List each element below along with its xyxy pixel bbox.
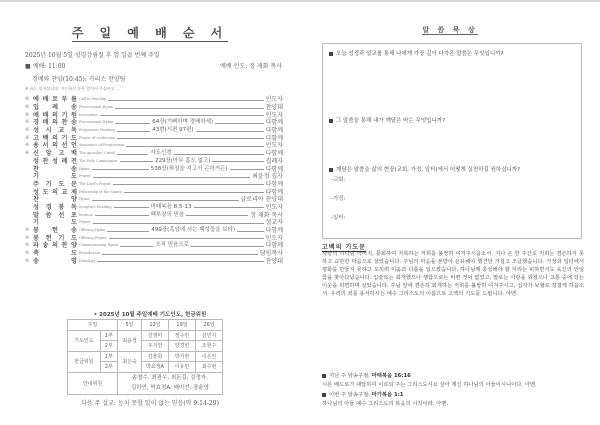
last-week-verse-text: 시몬 베드로가 대답하여 이르되 주는 그리스도시요 살아 계신 하나님의 아들이시니이다. 아멘.: [322, 382, 537, 388]
name-char: 기: [45, 180, 52, 188]
part-cell: 1부: [100, 351, 117, 362]
order-item-content: 499장(흑암에 사는 백성들을 보라): [151, 227, 236, 234]
name-char: 봉: [33, 234, 39, 242]
confession-title: 고백의 기도문: [322, 244, 366, 251]
name-char: 문: [71, 180, 77, 188]
order-item-name: [33, 150, 77, 157]
name-char: 서: [42, 142, 49, 150]
leader-line: [237, 231, 263, 232]
leader-line: [115, 108, 263, 109]
order-item-name: [33, 227, 77, 234]
name-char: 송: [33, 257, 39, 265]
meditation-title: [300, 25, 600, 35]
name-char: 포: [71, 211, 77, 219]
name-char: 기: [58, 234, 65, 242]
leader-line: [230, 169, 264, 170]
name-char: 의: [52, 134, 58, 142]
next-sermon: 다음 주 설교: 능치 못할 일이 없는 믿음(막 9:14-29): [81, 400, 219, 407]
order-row: [25, 96, 283, 104]
order-item-content: 43번(시편 97편): [152, 127, 194, 134]
order-item-person: 인도자: [265, 96, 283, 104]
leader-line: [92, 200, 239, 201]
order-item-english: Sermon: [79, 212, 93, 217]
standing-mark: ※: [25, 257, 30, 264]
standing-mark: ※: [25, 127, 30, 134]
order-item-english: Benediction: [79, 251, 101, 256]
date-line: 2025년 10월 5일 성령강림절 후 열 일곱 번째 주일: [25, 52, 160, 59]
question-3: [329, 165, 520, 173]
name-char: 의: [52, 111, 58, 119]
order-item-name: [33, 96, 77, 103]
leader-line: [120, 246, 153, 247]
order-item-name: [33, 181, 77, 188]
name-char: 름: [71, 96, 77, 104]
duty-table-header: [68, 320, 223, 331]
standing-mark: ※: [25, 119, 30, 126]
leader-line: [117, 138, 263, 139]
square-bullet-icon: [322, 374, 326, 378]
order-row: [25, 134, 283, 142]
order-row: [25, 104, 283, 112]
meditation-page: [300, 0, 600, 425]
name-char: 주: [33, 180, 39, 188]
standing-mark: ※: [25, 227, 30, 234]
verse-ref: 마태복음 16:16: [371, 373, 411, 379]
order-item-person: 다함께: [265, 242, 283, 250]
order-row: [25, 111, 283, 119]
name-char: 송: [71, 104, 77, 112]
name-char: 백: [71, 150, 77, 158]
cell: 김흥희: [142, 351, 169, 362]
name-char: 헌: [52, 227, 58, 235]
header-cell: 12일: [142, 320, 169, 331]
name-char: 의: [52, 119, 58, 127]
name-char: 의: [52, 242, 58, 250]
name-char: 신: [33, 150, 39, 158]
order-row: [25, 119, 283, 127]
prayer-label: 기도인도: [68, 330, 101, 351]
leader-line: [93, 223, 264, 224]
order-item-name: [33, 166, 77, 173]
label-text: 지난 주 암송구절:: [329, 373, 370, 379]
order-item-person: 찬양대: [265, 104, 283, 112]
leader-line: [186, 215, 248, 216]
order-row: [25, 211, 283, 219]
name-char: 전: [71, 157, 77, 165]
name-char: 경: [33, 119, 39, 127]
leader-line: [174, 154, 264, 155]
name-char: 송: [71, 227, 77, 235]
order-item-name: [33, 104, 77, 111]
usher-line: 김하연, 박효정A, 배미선, 장윤영: [130, 385, 209, 391]
name-char: 봉: [58, 203, 65, 211]
name-char: 봉: [33, 227, 39, 235]
cell: 양경빈: [169, 341, 196, 352]
order-item-person: 인도자: [265, 142, 283, 150]
order-row: [25, 227, 283, 235]
part-cell: 1부: [100, 330, 117, 341]
header-cell: 5일: [118, 320, 142, 331]
order-row: [25, 257, 283, 265]
name-char: 찬: [61, 242, 68, 250]
order-item-english: Prayer of confession: [79, 135, 116, 140]
header-cell: 26일: [196, 320, 223, 331]
order-item-name: [33, 173, 77, 180]
order-item-english: Offering Hymn: [79, 228, 106, 233]
name-char: 말: [33, 211, 39, 219]
order-item-person: 다함께: [265, 150, 283, 158]
leader-line: [108, 100, 263, 101]
name-char: 송: [42, 242, 49, 250]
confession-text: 사랑의 하나님 아버지, 통회하며 자복하는 저희를 불쌍히 여겨주시옵소서. 지나 온 한 주간도 저희는 겸손하지 못하고 교만한 마음으로 살았습니다. 주님의 마음을 본받아 온유해야 했건만 거칠고 조급했습니다. 가정과 일터에서 평화를 만들지 못하고 오히려 미움과 다툼을 일으켰습니다. 하나님께 충성해야 할 자리는 피하면서도 육신의 안일함을 찾아다녔습니다. 입술로는 회개했으나 행함으로는 바뀐 것이 없었고, 말로는 사랑을 외쳤으나 고통 중에 있는 이웃을 외면하며 살았습니다. 주님 앞에 겸손히 회개하는 저희를 불쌍히 여겨주시고, 십자가 보혈로 정결케 하옵소서. 우리의 죄를 용서하시는 예수 그리스도의 이름으로 고백의 기도를 드립니다. 아멘.: [322, 251, 584, 298]
leader-line: [107, 231, 149, 232]
order-item-name: [33, 142, 77, 149]
meditation-title-text: 말 씀 묵 상: [422, 26, 478, 34]
order-item-name: [33, 119, 77, 126]
order-item-content: 백부장의 믿음: [150, 211, 185, 218]
name-char: 배: [42, 96, 49, 104]
order-item-person: 인도자: [265, 203, 283, 211]
order-item-content: 오직 믿음으로: [155, 242, 189, 249]
order-item-english: The Holy Communion: [79, 158, 118, 163]
order-item-name: [33, 112, 77, 119]
order-item-name: [33, 242, 77, 249]
order-item-content: 538장(죄짐을 지고서 곤하거든): [150, 165, 228, 172]
name-char: 성: [52, 157, 58, 165]
order-item-name: [33, 235, 77, 242]
name-char: 앙: [45, 150, 52, 158]
order-row: [25, 142, 283, 150]
name-char: 기: [61, 134, 68, 142]
name-char: 도: [71, 219, 77, 227]
usher-line: 송철수, 최광우, 최돈길, 김정자,: [132, 375, 208, 381]
cell: 정수민: [169, 330, 196, 341]
standing-mark: ※: [25, 234, 30, 241]
square-bullet-icon: [329, 168, 333, 172]
order-row: [25, 150, 283, 158]
cell: 우지연: [142, 341, 169, 352]
sub-item-work: -일터:: [331, 215, 346, 221]
standing-mark: ※: [25, 96, 30, 103]
order-row: [25, 219, 283, 227]
order-item-person: 다함께: [265, 188, 283, 196]
order-item-content: 64장(기뻐하며 경배하세): [152, 119, 214, 126]
name-char: 성: [33, 188, 39, 196]
prayer-5th: 최윤정: [118, 330, 142, 351]
leader-line: [194, 207, 264, 208]
order-item-name: [33, 258, 77, 265]
name-char: 례: [61, 157, 68, 165]
offering-5th: 최은숙: [118, 351, 142, 372]
cell: 이은진: [196, 351, 223, 362]
order-item-english: Processional Hymn: [79, 105, 114, 110]
worship-order-list: [25, 96, 283, 265]
leader-line: [93, 177, 250, 178]
name-char: 언: [71, 142, 77, 150]
leader-line: [215, 123, 263, 124]
standing-mark: ※: [25, 142, 30, 149]
name-char: 도: [71, 234, 77, 242]
part-cell: 2부: [100, 341, 117, 352]
order-item-english: Doxology: [79, 258, 96, 263]
praise-time: 경배와 찬양(10:45): 카리스 찬양팀: [32, 76, 126, 83]
usher-names: [118, 372, 223, 394]
leader-line: [126, 146, 263, 147]
order-item-person: 담임목사: [259, 250, 283, 258]
order-item-english: Hymn: [79, 197, 90, 202]
name-char: 고: [33, 134, 39, 142]
duty-table: [67, 319, 223, 395]
order-item-person: 다함께: [265, 127, 283, 135]
name-char: 송: [71, 119, 77, 127]
order-item-person: 정 재화 목사: [250, 211, 283, 219]
name-char: 교: [61, 188, 68, 196]
leader-line: [113, 184, 264, 185]
name-char: 교: [58, 127, 65, 135]
order-item-person: 다함께: [265, 134, 283, 142]
order-item-person: 다함께: [265, 180, 283, 188]
order-row: [25, 250, 283, 258]
standing-mark: ※: [25, 242, 30, 249]
name-char: 찬: [33, 165, 39, 173]
square-bullet-icon: [329, 52, 333, 56]
order-item-english: The Lord's Prayer: [79, 181, 111, 186]
service-time: ■ 예배: 11:00: [25, 63, 66, 70]
name-char: 기: [33, 173, 39, 181]
order-item-content: 사도신경: [150, 150, 172, 157]
name-char: 선: [58, 211, 65, 219]
order-item-name: [33, 135, 77, 142]
name-char: 기: [61, 111, 68, 119]
standing-mark: ※: [25, 250, 30, 257]
name-char: 도: [42, 188, 49, 196]
name-char: 선: [61, 142, 68, 150]
order-item-content: 마태복음 8:5-13: [150, 203, 192, 210]
order-item-english: Processional Hymn: [79, 120, 114, 125]
leader-line: [115, 123, 150, 124]
leader-line: [102, 254, 258, 255]
standing-mark: ※: [25, 104, 30, 111]
order-item-person: 다함께: [265, 119, 283, 127]
square-bullet-icon: [322, 393, 326, 397]
name-char: 부: [61, 96, 68, 104]
order-item-person: 찬양대: [265, 257, 283, 265]
standing-mark: ※: [25, 134, 30, 141]
order-item-name: [33, 127, 77, 134]
leader-line: [109, 238, 264, 239]
cell: 김영미: [142, 330, 169, 341]
leader-line: [114, 207, 149, 208]
order-item-english: Call to Worship: [79, 97, 107, 102]
question-1: [329, 49, 503, 57]
order-item-content: 229장(아무 흠도 없고): [154, 157, 211, 164]
leader-line: [212, 161, 263, 162]
header-cell: 19일: [169, 320, 196, 331]
name-char: 예: [33, 111, 39, 119]
order-item-english: Invocation: [79, 112, 98, 117]
standing-mark: ※: [25, 150, 30, 157]
question-text: 오늘 성경과 설교를 통해 나에게 가장 깊이 다가온 말씀은 무엇입니까?: [336, 51, 504, 57]
order-item-name: [33, 204, 77, 211]
order-row: [25, 242, 283, 250]
order-item-name: [33, 196, 77, 203]
order-item-person: 집례자: [265, 157, 283, 165]
name-char: 시: [45, 127, 52, 135]
cell: 박지현: [169, 351, 196, 362]
service-leader: 예배 인도: 정 재화 목사: [220, 63, 282, 70]
leader-line: [120, 161, 153, 162]
order-item-person: 인도자: [265, 234, 283, 242]
order-item-name: [33, 212, 77, 219]
leader-line: [117, 154, 149, 155]
order-item-person: 글로리아 찬양대: [240, 196, 283, 204]
cell: 김민지: [196, 330, 223, 341]
order-row: [25, 165, 283, 173]
order-row: [25, 234, 283, 242]
this-week-verse-label: [322, 390, 403, 398]
name-char: 배: [42, 111, 49, 119]
leader-line: [97, 261, 263, 262]
name-char: 축: [33, 250, 39, 258]
leader-line: [191, 246, 264, 247]
order-item-english: Commissioning Hymn: [79, 243, 118, 248]
question-text: 깨달은 말씀을 삶의 현장(교회, 가정, 일터)에서 어떻게 실천하길 원하십니까?: [336, 167, 521, 173]
offering-label: 헌금위원: [68, 351, 101, 372]
name-char: 예: [33, 96, 39, 104]
name-char: 양: [71, 242, 77, 250]
leader-line: [124, 192, 264, 193]
order-item-person: 다함께: [265, 165, 283, 173]
name-char: 경: [45, 203, 52, 211]
name-char: 고: [58, 150, 65, 158]
order-row: [25, 181, 283, 189]
leader-line: [117, 131, 150, 132]
table-row: [68, 372, 223, 394]
name-char: 백: [42, 134, 49, 142]
order-item-english: Scripture Reading: [79, 204, 112, 209]
leader-line: [95, 215, 149, 216]
order-item-english: Assurance of Forgiveness: [79, 143, 125, 148]
order-item-english: Responsive Reading: [79, 128, 115, 133]
order-item-person: 다함께: [265, 227, 283, 235]
this-week-verse-text: 하나님의 아들 예수 그리스도의 복음의 시작이라. 아멘.: [322, 401, 449, 407]
header-cell: 주일: [68, 320, 118, 331]
order-item-name: [33, 250, 77, 257]
question-text: 그 말씀을 통해 내가 깨달은 바는 무엇입니까?: [336, 118, 446, 124]
name-char: 기: [33, 219, 39, 227]
cell: 이유민: [169, 362, 196, 373]
order-item-name: [33, 189, 77, 196]
order-item-english: Prayer: [79, 220, 91, 225]
name-char: 씀: [45, 211, 52, 219]
name-char: 의: [52, 142, 58, 150]
page-title-text: 주 일 예 배 순 서: [71, 26, 229, 40]
sub-item-church: -교회:: [331, 177, 346, 183]
name-char: 원: [71, 111, 77, 119]
order-item-english: Fellowship of the Saints: [79, 189, 122, 194]
order-item-english: The Apostles' Creed: [79, 151, 115, 156]
last-week-verse-label: [322, 371, 411, 379]
name-char: 찬: [61, 119, 68, 127]
standing-note: ※ 표는 일어섭니다. 가능하신 분은 일어서 주십시오.: [25, 86, 116, 91]
name-char: 제: [71, 188, 77, 196]
leader-line: [92, 169, 149, 170]
name-char: 도: [71, 134, 77, 142]
name-char: 파: [33, 242, 39, 250]
order-row: [25, 173, 283, 181]
name-char: 성: [33, 157, 39, 165]
name-char: 찬: [42, 157, 49, 165]
part-cell: 2부: [100, 362, 117, 373]
order-row: [25, 204, 283, 212]
name-char: 성: [33, 203, 39, 211]
name-char: 헌: [45, 234, 52, 242]
name-char: 영: [71, 257, 77, 265]
name-char: 용: [33, 142, 39, 150]
cell: 조현수: [196, 341, 223, 352]
order-item-name: [33, 158, 77, 165]
leader-line: [196, 131, 264, 132]
name-char: 로: [52, 96, 58, 104]
order-item-name: [33, 219, 77, 226]
name-char: 독: [71, 127, 77, 135]
name-char: 성: [33, 127, 39, 135]
order-row: [25, 196, 283, 204]
standing-mark: ※: [25, 111, 30, 118]
name-char: 송: [71, 165, 77, 173]
cell: 박효정A: [142, 362, 169, 373]
order-row: [25, 158, 283, 166]
duty-table-title: • 2025년 10월 주일예배 기도인도, 헌금위원: [93, 312, 207, 318]
name-char: 도: [71, 250, 77, 258]
meditation-box: [322, 43, 582, 239]
order-item-english: Hymn: [79, 166, 90, 171]
order-item-person: 최윤정 집사: [252, 173, 283, 181]
name-char: 찬: [33, 196, 39, 204]
name-char: 양: [71, 196, 77, 204]
name-char: 례: [52, 104, 58, 112]
leader-line: [100, 115, 264, 116]
square-bullet-icon: [329, 119, 333, 123]
name-char: 의: [52, 188, 58, 196]
cell: 최수현: [196, 362, 223, 373]
page-title: [0, 24, 300, 41]
verse-ref: 마가복음 1:1: [371, 392, 404, 398]
table-row: [68, 351, 223, 362]
name-char: 입: [33, 104, 39, 112]
order-item-english: Prayer: [79, 174, 91, 179]
label-text: 이번 주 암송구절:: [329, 392, 370, 398]
name-char: 도: [58, 180, 65, 188]
table-row: [68, 330, 223, 341]
sub-item-home: -가정:: [331, 196, 346, 202]
name-char: 배: [42, 119, 49, 127]
order-row: [25, 188, 283, 196]
order-item-person: 인도자: [265, 111, 283, 119]
name-char: 도: [71, 173, 77, 181]
order-row: [25, 127, 283, 135]
name-char: 독: [71, 203, 77, 211]
order-item-person: 설교자: [265, 219, 283, 227]
usher-label: 안내위원: [68, 372, 118, 394]
order-item-english: Offering Prayer: [79, 235, 107, 240]
question-2: [329, 116, 445, 124]
